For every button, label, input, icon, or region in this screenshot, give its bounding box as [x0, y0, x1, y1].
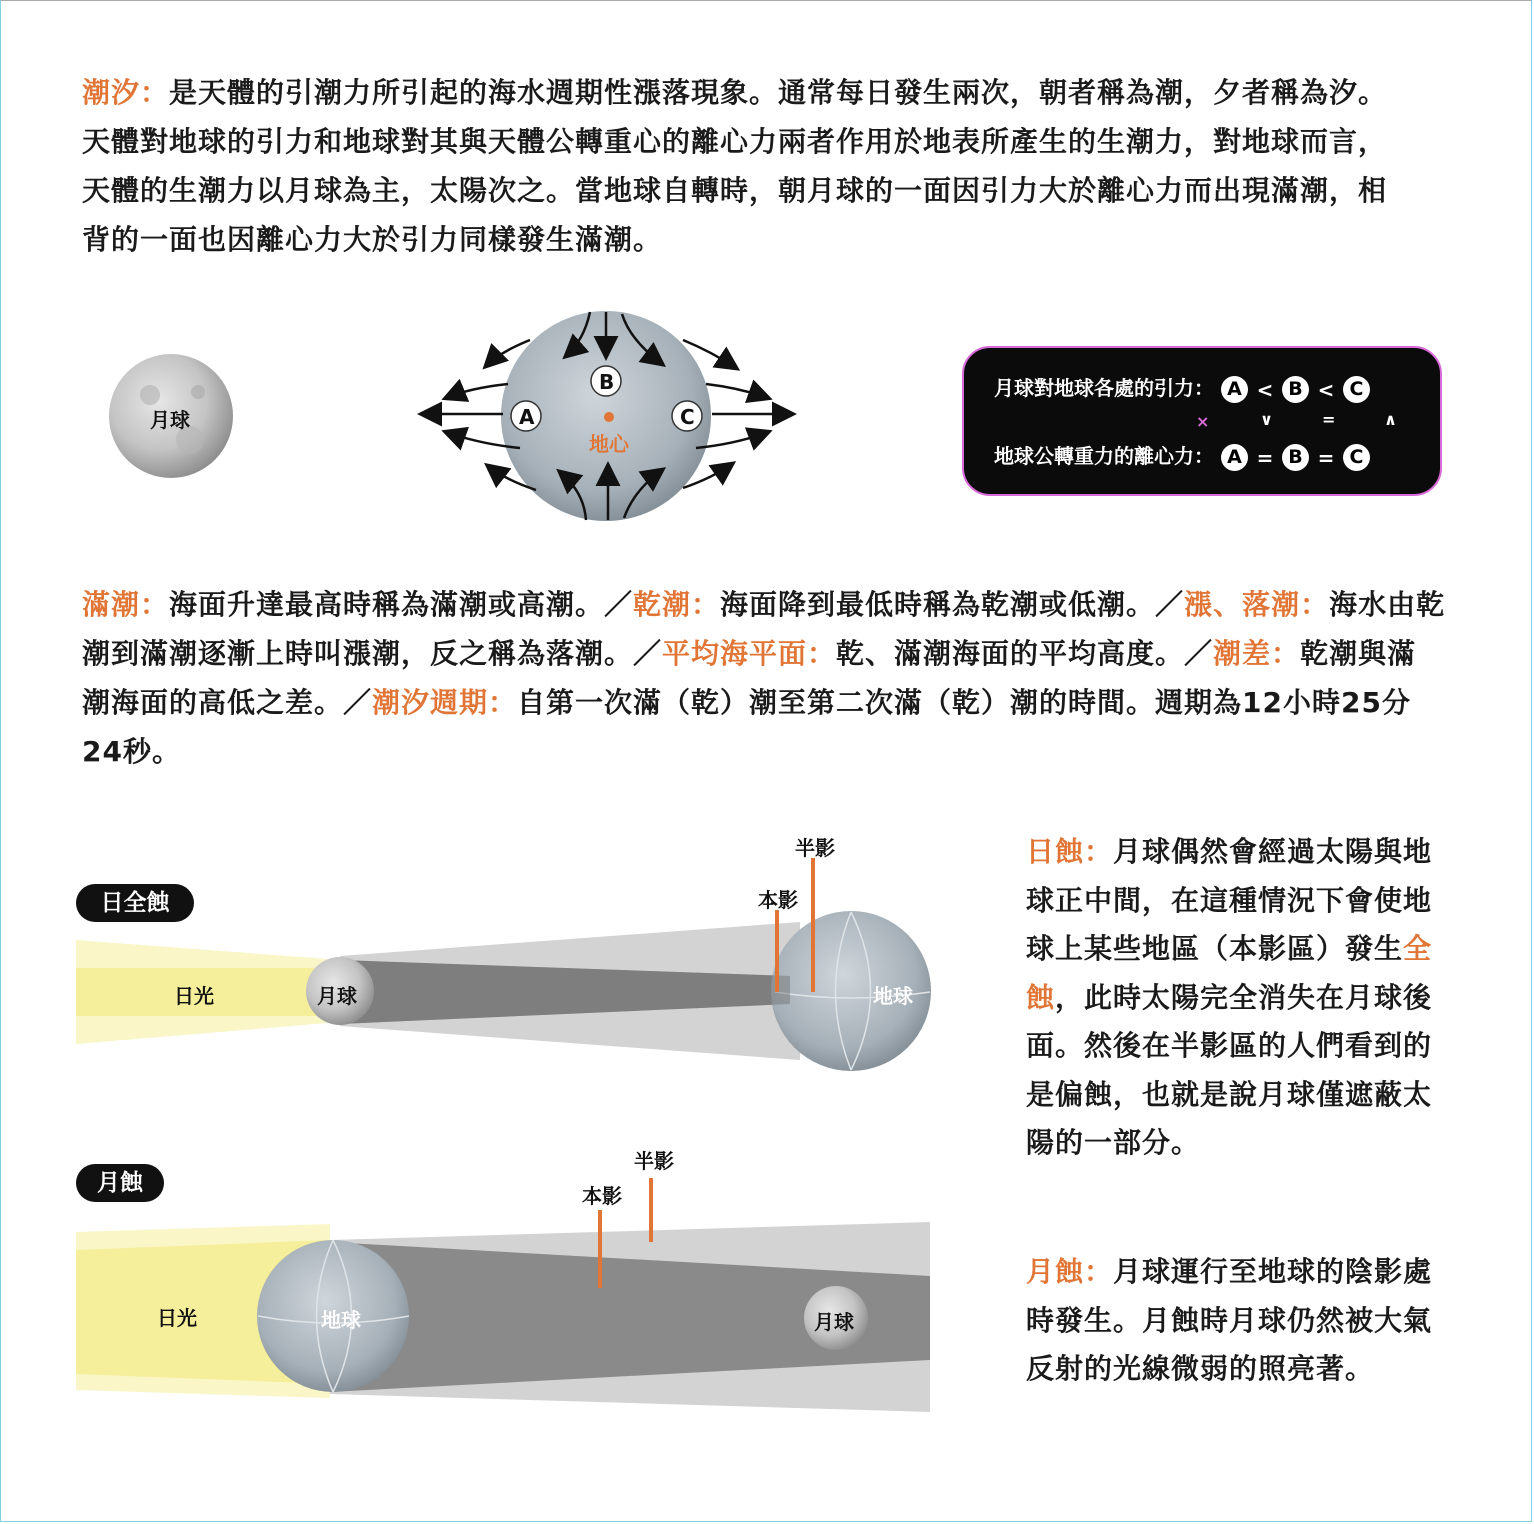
solar-line2: 球正中間，在這種情況下會使地 [1026, 883, 1433, 917]
lunar-line1: 月球運行至地球的陰影處 [1113, 1255, 1433, 1288]
gravity-label: 月球對地球各處的引力： [994, 376, 1214, 400]
centrifugal-op2: = [1317, 445, 1335, 470]
centrifugal-label: 地球公轉重力的離心力： [994, 444, 1214, 468]
intro-line1: 是天體的引潮力所引起的海水週期性漲落現象。通常每日發生兩次，朝者稱為潮，夕者稱為汐。 [169, 76, 1388, 109]
def-term-tidal-range: 潮差： [1213, 637, 1301, 670]
intro-line2: 天體對地球的引力和地球對其與天體公轉重心的離心力兩者作用於地表所產生的生潮力，對地球而言， [82, 125, 1388, 158]
earth-center-dot [604, 412, 614, 422]
def-term-high-tide: 滿潮： [82, 588, 170, 621]
solar-line4a: 蝕 [1026, 980, 1056, 1014]
def-rise-fall-a: 海水由乾 [1329, 588, 1446, 621]
gravity-op1: < [1256, 377, 1274, 402]
point-a-label: A [519, 405, 535, 429]
tide-moon-label: 月球 [150, 408, 190, 432]
force-comparison-box [962, 346, 1442, 496]
intro-line3: 天體的生潮力以月球為主，太陽次之。當地球自轉時，朝月球的一面因引力大於離心力而出現滿潮，相 [82, 174, 1388, 207]
earth-center-label: 地心 [589, 432, 629, 456]
gravity-c: C [1343, 376, 1370, 403]
solar-eclipse-badge: 日全蝕 [76, 884, 194, 922]
compare-sym-a: × [1196, 412, 1210, 431]
solar-line5: 面。然後在半影區的人們看到的 [1026, 1029, 1433, 1062]
centrifugal-row [994, 440, 1370, 471]
def-term-rise-fall: 漲、落潮： [1184, 588, 1330, 621]
lunar-sunlight-label: 日光 [157, 1306, 197, 1330]
solar-line3b: 全 [1403, 932, 1433, 965]
solar-moon-label: 月球 [317, 984, 357, 1008]
definitions-paragraph [82, 580, 1472, 776]
def-term-mean-sea-level: 平均海平面： [662, 637, 837, 670]
compare-sym-d: ∧ [1384, 410, 1397, 429]
lunar-line2: 時發生。月蝕時月球仍然被大氣 [1026, 1303, 1433, 1337]
lunar-eclipse-text [1026, 1248, 1466, 1394]
solar-umbra-label: 本影 [758, 888, 798, 912]
def-rise-fall-b: 潮到滿潮逐漸上時叫漲潮，反之稱為落潮。／ [82, 637, 663, 670]
def-term-tidal-period: 潮汐週期： [372, 686, 518, 719]
solar-penumbra-label: 半影 [795, 836, 835, 860]
solar-sunlight-label: 日光 [174, 984, 214, 1008]
solar-line4b: ，此時太陽完全消失在月球後 [1055, 980, 1433, 1014]
centrifugal-a: A [1221, 444, 1248, 471]
lunar-umbra-label: 本影 [582, 1184, 622, 1208]
def-low-tide: 海面降到最低時稱為乾潮或低潮。／ [720, 588, 1185, 621]
lunar-term: 月蝕： [1026, 1255, 1114, 1288]
def-tidal-period-b: 24秒。 [82, 735, 181, 768]
intro-term: 潮汐： [82, 76, 170, 109]
gravity-a: A [1221, 376, 1248, 403]
lunar-earth-label: 地球 [321, 1308, 361, 1332]
centrifugal-b: B [1282, 444, 1309, 471]
solar-term: 日蝕： [1026, 835, 1114, 868]
point-c-label: C [680, 405, 695, 429]
solar-earth-label: 地球 [873, 984, 913, 1008]
def-tidal-period: 自第一次滿（乾）潮至第二次滿（乾）潮的時間。週期為12小時25分 [517, 686, 1411, 719]
solar-line1: 月球偶然會經過太陽與地 [1113, 835, 1433, 868]
lunar-line3: 反射的光線微弱的照亮著。 [1026, 1352, 1375, 1385]
def-mean-sea-level: 乾、滿潮海面的平均高度。／ [836, 637, 1214, 670]
point-b-label: B [599, 370, 615, 394]
gravity-row [994, 372, 1370, 403]
compare-sym-c-eq: = [1322, 410, 1336, 429]
lunar-penumbra-label: 半影 [634, 1149, 674, 1173]
centrifugal-op1: = [1256, 445, 1274, 470]
def-high-tide: 海面升達最高時稱為滿潮或高潮。／ [169, 588, 634, 621]
centrifugal-c: C [1343, 444, 1370, 471]
def-tidal-range-a: 乾潮與滿 [1300, 637, 1417, 670]
def-term-low-tide: 乾潮： [633, 588, 721, 621]
solar-eclipse-text [1026, 828, 1466, 1168]
compare-sym-b: ∨ [1260, 410, 1273, 429]
lunar-eclipse-badge: 月蝕 [76, 1164, 164, 1202]
solar-line3a: 球上某些地區（本影區）發生 [1026, 932, 1404, 965]
lunar-moon-label: 月球 [814, 1310, 854, 1334]
gravity-op2: < [1317, 377, 1335, 402]
def-tidal-range-b: 潮海面的高低之差。／ [82, 686, 373, 719]
solar-line6: 是偏蝕，也就是說月球僅遮蔽太 [1026, 1077, 1433, 1111]
solar-line7: 陽的一部分。 [1026, 1126, 1201, 1159]
intro-line4: 背的一面也因離心力大於引力同樣發生滿潮。 [82, 223, 663, 256]
gravity-b: B [1282, 376, 1309, 403]
